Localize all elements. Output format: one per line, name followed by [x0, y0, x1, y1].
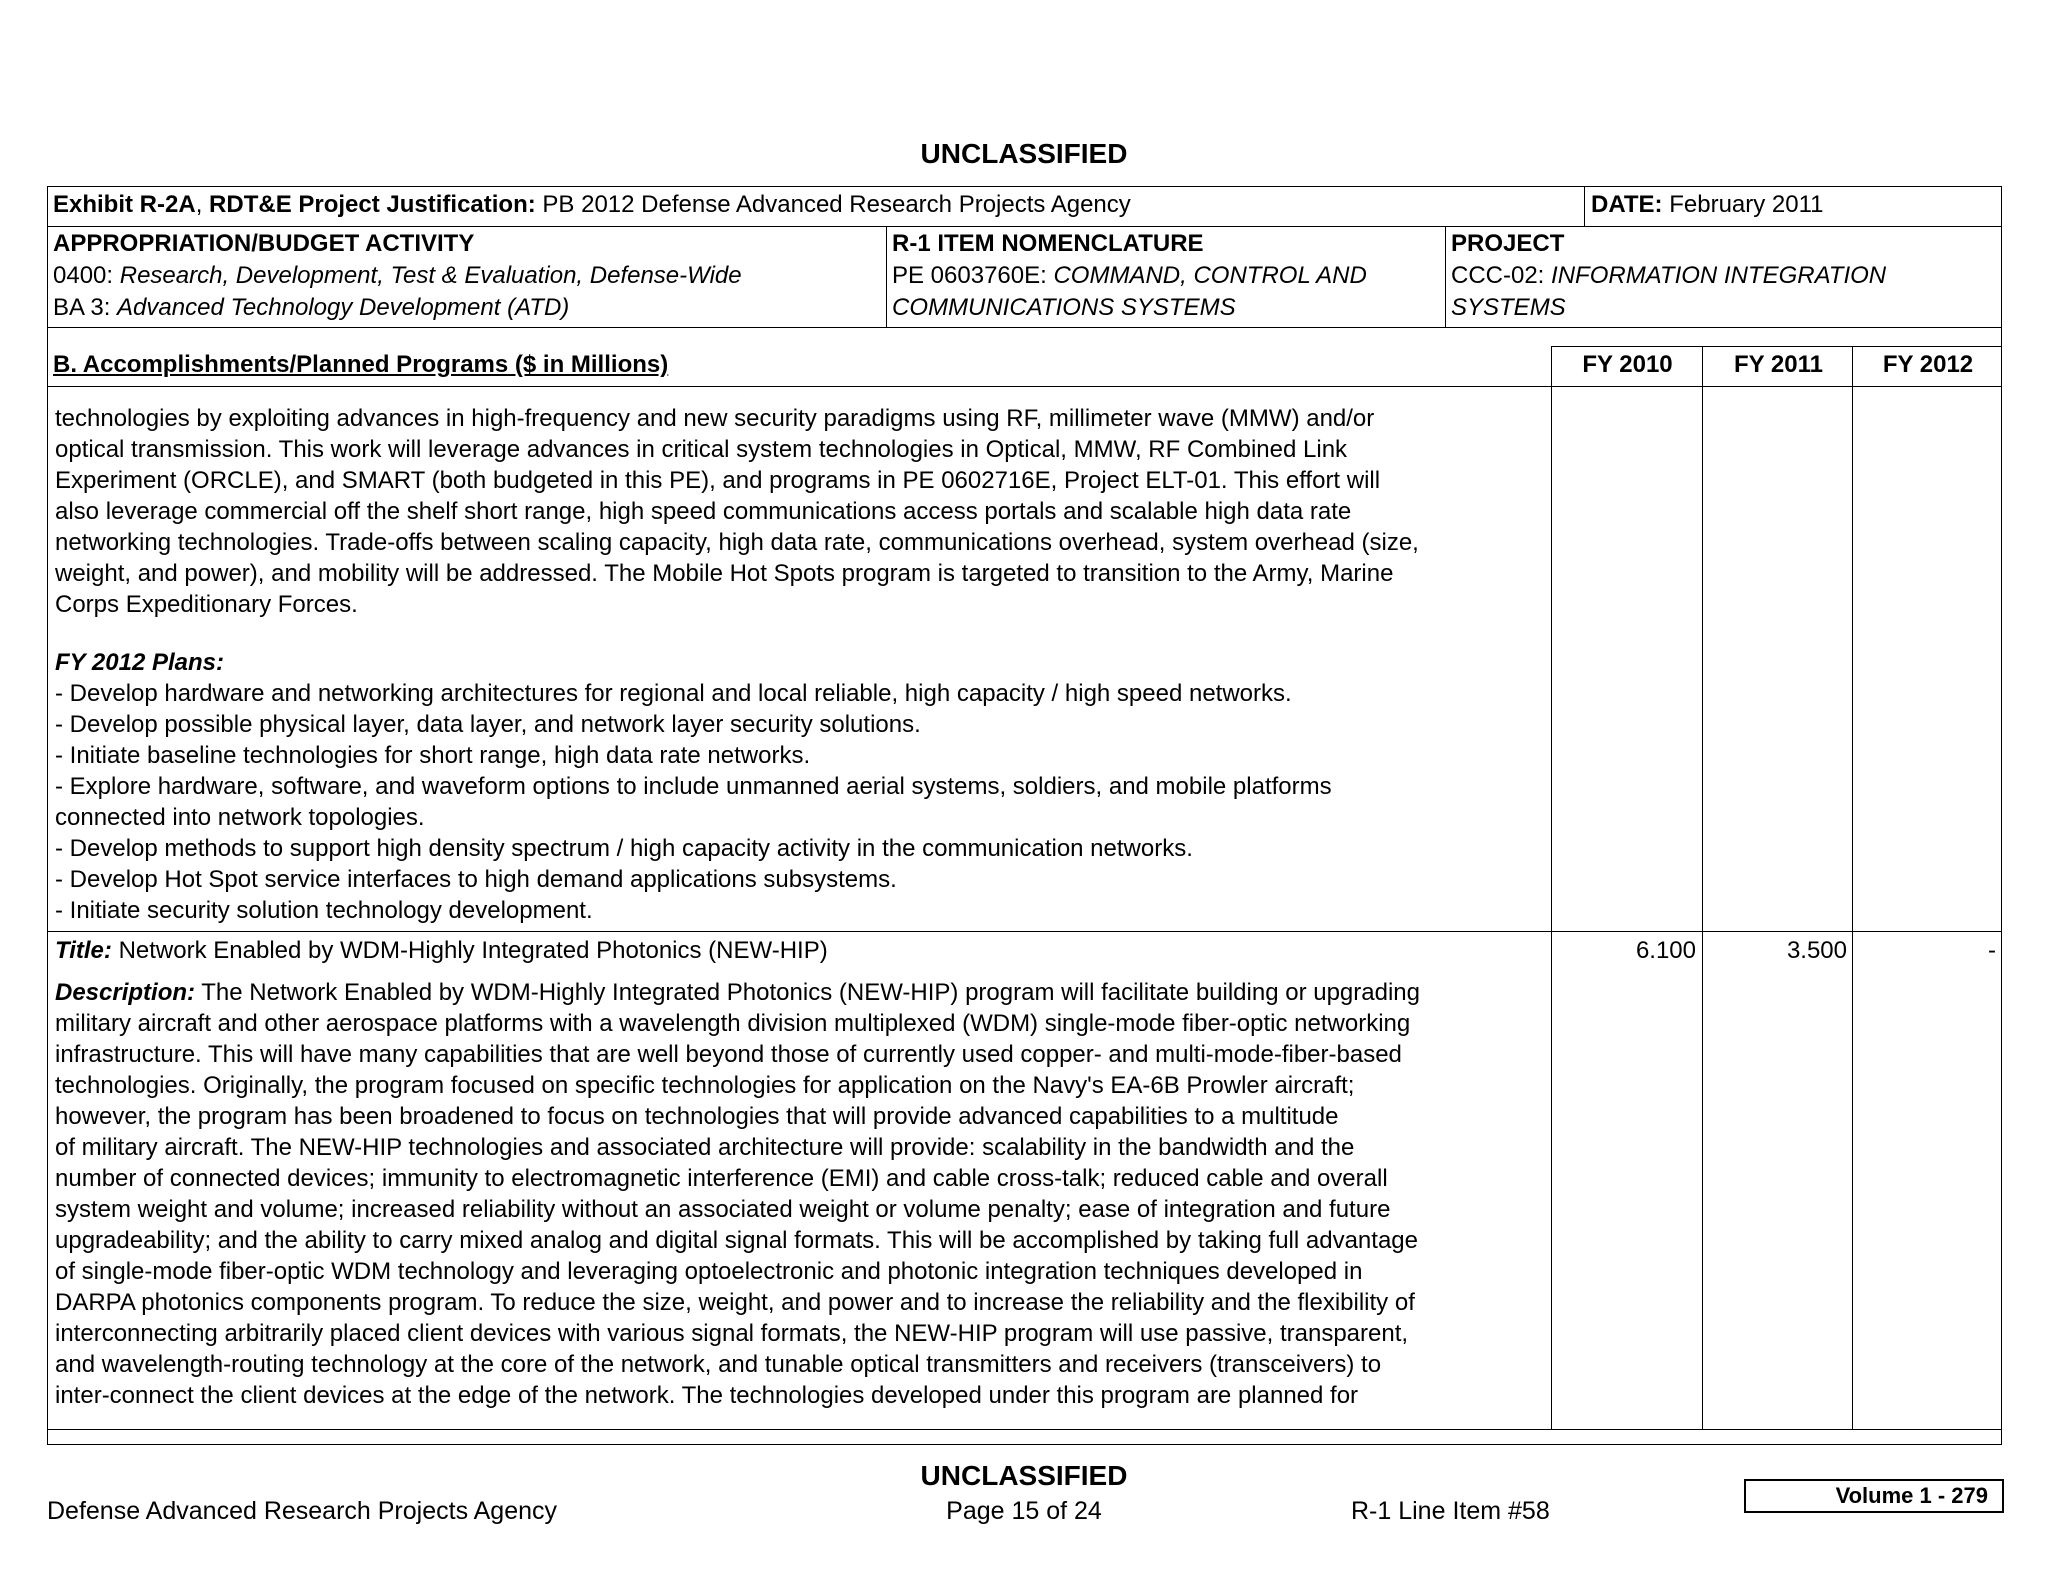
description-first: The Network Enabled by WDM-Highly Integrated Photonics (NEW-HIP) program will facilitate building or upgrading — [195, 979, 1420, 1006]
description-line: DARPA photonics components program. To reduce the size, weight, and power and to increase the reliability and the flexibility of — [55, 1289, 1415, 1316]
description-line: infrastructure. This will have many capabilities that are well beyond those of currently used copper- and multi-mode-fiber-based — [55, 1041, 1402, 1068]
description-line: number of connected devices; immunity to electromagnetic interference (EMI) and cable cross-talk; reduced cable and overall — [55, 1165, 1388, 1192]
plan-item: - Develop hardware and networking architectures for regional and local reliable, high capacity / high speed networks. — [55, 680, 1292, 707]
description-line: inter-connect the client devices at the edge of the network. The technologies developed under this program are planned for — [55, 1382, 1359, 1409]
justification-label: RDT&E Project Justification: — [209, 191, 536, 218]
appropriation-text-2: Advanced Technology Development (ATD) — [117, 294, 570, 321]
fy2011-value: 3.500 — [1786, 937, 1847, 964]
plan-item: - Initiate security solution technology development. — [55, 897, 593, 924]
exhibit-label: Exhibit R-2A — [53, 191, 196, 218]
plan-item: - Develop methods to support high density spectrum / high capacity activity in the communication networks. — [55, 835, 1193, 862]
bottom-classification: UNCLASSIFIED — [920, 1460, 1128, 1491]
justification-value: PB 2012 Defense Advanced Research Projects Agency — [535, 191, 1131, 218]
fy2012-header: FY 2012 — [1882, 351, 1974, 378]
r1-nomenclature-cell — [892, 228, 1442, 324]
title-value: Network Enabled by WDM-Highly Integrated Photonics (NEW-HIP) — [111, 937, 828, 964]
exhibit-title — [53, 189, 1131, 221]
footer-page-number: Page 15 of 24 — [946, 1497, 1102, 1525]
date-value: February 2011 — [1662, 191, 1824, 218]
appropriation-line-2 — [53, 292, 881, 324]
program-description — [55, 977, 1547, 1411]
plan-item: - Develop possible physical layer, data layer, and network layer security solutions. — [55, 711, 921, 738]
description-line: of military aircraft. The NEW-HIP technologies and associated architecture will provide: scalability in the bandwidth and the — [55, 1134, 1355, 1161]
appropriation-code-2: BA 3: — [53, 294, 118, 321]
description-label: Description: — [55, 979, 196, 1006]
fy2011-header: FY 2011 — [1734, 351, 1823, 378]
r1-line-2: COMMUNICATIONS SYSTEMS — [892, 294, 1236, 321]
description-line: interconnecting arbitrarily placed client devices with various signal formats, the NEW-HIP program will use passive, transparent, — [55, 1320, 1409, 1347]
program-title — [55, 935, 1547, 966]
description-line: and wavelength-routing technology at the core of the network, and tunable optical transmitters and receivers (transceivers) to — [55, 1351, 1382, 1378]
description-line: of single-mode fiber-optic WDM technology and leveraging optoelectronic and photonic integration techniques developed in — [55, 1258, 1363, 1285]
fy2012-value: - — [1988, 937, 1996, 964]
appropriation-text-1: Research, Development, Test & Evaluation, Defense-Wide — [119, 262, 742, 289]
date-field — [1591, 189, 1824, 221]
title-label: Title: — [55, 937, 112, 964]
plans-label: FY 2012 Plans: — [55, 649, 224, 676]
plan-item: connected into network topologies. — [55, 804, 425, 831]
footer-agency: Defense Advanced Research Projects Agency — [47, 1497, 558, 1525]
plan-item: - Explore hardware, software, and waveform options to include unmanned aerial systems, soldiers, and mobile platforms — [55, 773, 1332, 800]
appropriation-code-1: 0400: — [53, 262, 120, 289]
description-line: however, the program has been broadened to focus on technologies that will provide advanced capabilities to a multitude — [55, 1103, 1339, 1130]
paragraph-line: networking technologies. Trade-offs between scaling capacity, high data rate, communications overhead, system overhead (size, — [55, 529, 1419, 556]
r1-text-1: COMMAND, CONTROL AND — [1053, 262, 1367, 289]
project-line-2: SYSTEMS — [1451, 294, 1566, 321]
footer-line-item: R-1 Line Item #58 — [1351, 1497, 1550, 1525]
top-classification: UNCLASSIFIED — [920, 138, 1128, 169]
r1-line-1 — [892, 260, 1442, 292]
paragraph-line: also leverage commercial off the shelf short range, high speed communications access portals and scalable high data rate — [55, 498, 1352, 525]
description-line: upgradeability; and the ability to carry mixed analog and digital signal formats. This will be accomplished by taking full advantage — [55, 1227, 1418, 1254]
continuation-paragraph — [55, 403, 1547, 620]
project-label: PROJECT — [1451, 230, 1565, 257]
plan-item: - Initiate baseline technologies for short range, high data rate networks. — [55, 742, 811, 769]
paragraph-line: optical transmission. This work will leverage advances in critical system technologies in Optical, MMW, RF Combined Link — [55, 436, 1348, 463]
paragraph-line: Corps Expeditionary Forces. — [55, 591, 358, 618]
appropriation-cell — [53, 228, 881, 324]
section-title: B. Accomplishments/Planned Programs ($ in Millions) — [53, 351, 669, 378]
appropriation-label: APPROPRIATION/BUDGET ACTIVITY — [53, 230, 475, 257]
appropriation-line-1 — [53, 260, 881, 292]
fy2010-value: 6.100 — [1635, 937, 1696, 964]
project-cell — [1451, 228, 1996, 324]
description-first-line — [55, 977, 1547, 1008]
project-text-1: INFORMATION INTEGRATION — [1551, 262, 1887, 289]
volume-box — [1744, 1479, 2004, 1513]
description-line: technologies. Originally, the program focused on specific technologies for application on the Navy's EA-6B Prowler aircraft; — [55, 1072, 1355, 1099]
plan-item: - Develop Hot Spot service interfaces to high demand applications subsystems. — [55, 866, 897, 893]
volume-label: Volume 1 - 279 — [1835, 1483, 1988, 1508]
date-label: DATE: — [1591, 191, 1663, 218]
description-line: system weight and volume; increased reliability without an associated weight or volume penalty; ease of integration and future — [55, 1196, 1391, 1223]
project-code: CCC-02: — [1451, 262, 1552, 289]
paragraph-line: technologies by exploiting advances in high-frequency and new security paradigms using RF, millimeter wave (MMW) and/or — [55, 405, 1375, 432]
fy2012-plans — [55, 647, 1547, 926]
description-line: military aircraft and other aerospace platforms with a wavelength division multiplexed (WDM) single-mode fiber-optic networking — [55, 1010, 1411, 1037]
r1-label: R-1 ITEM NOMENCLATURE — [892, 230, 1204, 257]
paragraph-line: weight, and power), and mobility will be addressed. The Mobile Hot Spots program is targeted to transition to the Army, Marine — [55, 560, 1394, 587]
paragraph-line: Experiment (ORCLE), and SMART (both budgeted in this PE), and programs in PE 0602716E, Project ELT-01. This effort will — [55, 467, 1381, 494]
r1-code: PE 0603760E: — [892, 262, 1054, 289]
fy2010-header: FY 2010 — [1582, 351, 1673, 378]
exhibit-separator: , — [195, 191, 210, 218]
project-line-1 — [1451, 260, 1996, 292]
